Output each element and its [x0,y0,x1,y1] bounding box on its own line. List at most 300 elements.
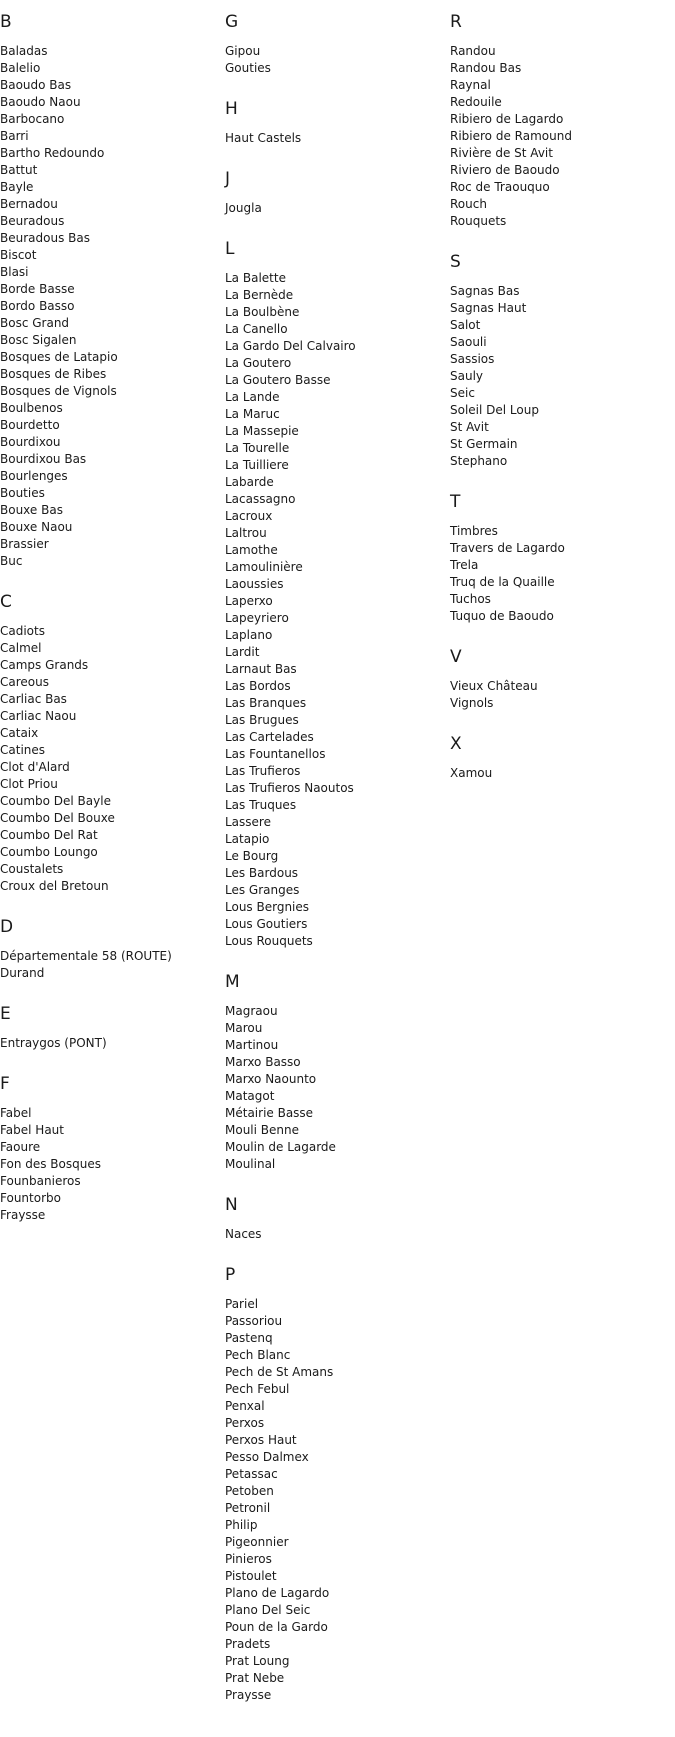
list-item [225,1415,450,1432]
place-link[interactable]: Coumbo Del Rat [0,828,98,842]
list-item [0,1139,225,1156]
place-link[interactable]: La Canello [225,322,288,336]
list-item [225,1517,450,1534]
place-link[interactable]: Sauly [450,369,484,383]
place-link[interactable]: Matagot [225,1089,275,1103]
place-link[interactable]: Lacassagno [225,492,296,506]
list-item [450,77,675,94]
list-item [225,933,450,950]
list-item [225,593,450,610]
place-link[interactable]: Carliac Naou [0,709,77,723]
place-link[interactable]: Roc de Traouquo [450,180,550,194]
list-item [225,1139,450,1156]
place-link[interactable]: Bayle [0,180,34,194]
place-list [0,623,225,895]
place-link[interactable]: La Gardo Del Calvairo [225,339,356,353]
place-link[interactable]: Trela [450,558,479,572]
place-list [225,200,450,217]
list-item [450,60,675,77]
place-link[interactable]: Coumbo Del Bayle [0,794,111,808]
place-link[interactable]: Rivière de St Avit [450,146,553,160]
place-link[interactable]: La Maruc [225,407,280,421]
list-item [0,861,225,878]
place-link[interactable]: Carliac Bas [0,692,67,706]
place-link[interactable]: Bosques de Ribes [0,367,107,381]
place-link[interactable]: Départementale 58 (ROUTE) [0,949,172,963]
index-column-1 [0,0,225,1224]
place-link[interactable]: Fraysse [0,1208,46,1222]
list-item [450,540,675,557]
place-link[interactable]: Fon des Bosques [0,1157,101,1171]
place-link[interactable]: Lardit [225,645,260,659]
place-link[interactable]: Tuchos [450,592,491,606]
place-link[interactable]: Laperxo [225,594,273,608]
list-item [225,321,450,338]
list-item [225,763,450,780]
place-link[interactable]: Gouties [225,61,271,75]
place-link[interactable]: Moulin de Lagarde [225,1140,336,1154]
list-item [225,1122,450,1139]
place-link[interactable]: Lous Goutiers [225,917,308,931]
place-link[interactable]: Bosc Sigalen [0,333,77,347]
letter-heading: H [225,99,238,119]
list-item [0,810,225,827]
list-item [0,553,225,570]
place-link[interactable]: Bouties [0,486,45,500]
place-link[interactable]: Travers de Lagardo [450,541,565,555]
list-item [0,145,225,162]
place-link[interactable]: Vieux Château [450,679,538,693]
place-link[interactable]: Borde Basse [0,282,75,296]
list-item [450,436,675,453]
place-list [0,948,225,982]
place-link[interactable]: Prat Loung [225,1654,290,1668]
list-item [225,780,450,797]
place-link[interactable]: Soleil Del Loup [450,403,539,417]
list-item [0,264,225,281]
letter-heading: N [225,1195,238,1215]
place-link[interactable]: La Lande [225,390,280,404]
place-link[interactable]: Baoudo Bas [0,78,72,92]
place-link[interactable]: Mouli Benne [225,1123,299,1137]
place-link[interactable]: Petronil [225,1501,271,1515]
list-item [450,43,675,60]
place-link[interactable]: Les Bardous [225,866,299,880]
place-link[interactable]: Sagnas Haut [450,301,527,315]
letter-heading: C [0,592,12,612]
place-link[interactable]: Pistoulet [225,1569,277,1583]
list-item [450,196,675,213]
place-link[interactable]: Truq de la Quaille [450,575,555,589]
place-link[interactable]: Marou [225,1021,263,1035]
list-item [450,453,675,470]
index-column-2 [225,0,450,1704]
list-item [225,200,450,217]
place-link[interactable]: Las Trufieros [225,764,301,778]
place-link[interactable]: Founbanieros [0,1174,81,1188]
letter-group [450,470,675,625]
place-link[interactable]: Philip [225,1518,258,1532]
place-link[interactable]: Las Fountanellos [225,747,326,761]
place-link[interactable]: La Goutero [225,356,292,370]
place-link[interactable]: Pradets [225,1637,271,1651]
place-link[interactable]: Petoben [225,1484,274,1498]
place-link[interactable]: Passoriou [225,1314,283,1328]
place-link[interactable]: Las Branques [225,696,307,710]
list-item [0,281,225,298]
list-item [0,640,225,657]
list-item [225,43,450,60]
list-item [225,814,450,831]
letter-group [0,982,225,1052]
place-link[interactable]: La Goutero Basse [225,373,331,387]
place-link[interactable]: Xamou [450,766,493,780]
list-item [225,610,450,627]
place-link[interactable]: Catines [0,743,46,757]
place-link[interactable]: La Bernède [225,288,294,302]
list-item [450,94,675,111]
list-item [0,725,225,742]
list-item [450,765,675,782]
place-link[interactable]: Ribiero de Lagardo [450,112,564,126]
place-link[interactable]: Salot [450,318,481,332]
place-link[interactable]: Faoure [0,1140,41,1154]
list-item [225,1226,450,1243]
place-link[interactable]: Plano Del Seic [225,1603,311,1617]
place-link[interactable]: Battut [0,163,38,177]
list-item [225,525,450,542]
list-item [225,1653,450,1670]
place-link[interactable]: Lous Rouquets [225,934,313,948]
place-link[interactable]: Penxal [225,1399,265,1413]
place-link[interactable]: Tuquo de Baoudo [450,609,554,623]
list-item [0,298,225,315]
place-link[interactable]: La Balette [225,271,286,285]
list-item [450,591,675,608]
list-item [225,1398,450,1415]
list-item [450,557,675,574]
list-item [450,351,675,368]
place-link[interactable]: Naces [225,1227,262,1241]
place-link[interactable]: Bourlenges [0,469,68,483]
place-link[interactable]: Fountorbo [0,1191,61,1205]
place-link[interactable]: Baladas [0,44,48,58]
place-link[interactable]: Fabel Haut [0,1123,64,1137]
list-item [225,508,450,525]
list-item [450,695,675,712]
place-link[interactable]: Las Cartelades [225,730,314,744]
place-link[interactable]: Las Trufieros Naoutos [225,781,354,795]
letter-heading: T [450,492,461,512]
list-item [0,827,225,844]
place-link[interactable]: Stephano [450,454,508,468]
list-item [225,372,450,389]
place-link[interactable]: Calmel [0,641,42,655]
list-item [0,111,225,128]
place-link[interactable]: Las Truques [225,798,297,812]
place-link[interactable]: Las Brugues [225,713,299,727]
list-item [450,283,675,300]
place-link[interactable]: Bouxe Naou [0,520,73,534]
place-link[interactable]: Pesso Dalmex [225,1450,309,1464]
place-link[interactable]: St Avit [450,420,489,434]
list-item [0,536,225,553]
list-item [0,742,225,759]
list-item [0,60,225,77]
list-item [225,1602,450,1619]
place-link[interactable]: Durand [0,966,45,980]
place-link[interactable]: Boulbenos [0,401,63,415]
list-item [0,400,225,417]
place-link[interactable]: Buc [0,554,23,568]
place-link[interactable]: Saouli [450,335,487,349]
list-item [450,179,675,196]
letter-group [225,147,450,217]
place-link[interactable]: Rouquets [450,214,507,228]
place-link[interactable]: Gipou [225,44,261,58]
place-list [225,270,450,950]
letter-heading: R [450,12,462,32]
place-link[interactable]: Lapeyriero [225,611,289,625]
list-item [225,712,450,729]
list-item [225,1156,450,1173]
list-item [225,882,450,899]
place-link[interactable]: Lous Bergnies [225,900,310,914]
list-item [225,423,450,440]
place-link[interactable]: Bernadou [0,197,58,211]
list-item [225,1313,450,1330]
place-list [450,283,675,470]
list-item [225,644,450,661]
list-item [225,1568,450,1585]
list-item [225,1364,450,1381]
place-link[interactable]: Brassier [0,537,49,551]
letter-heading: J [225,169,231,189]
list-item [225,440,450,457]
place-link[interactable]: La Boulbène [225,305,300,319]
place-link[interactable]: Praysse [225,1688,272,1702]
list-item [225,746,450,763]
place-link[interactable]: Randou Bas [450,61,522,75]
place-link[interactable]: Riviero de Baoudo [450,163,560,177]
place-link[interactable]: La Tuilliere [225,458,289,472]
letter-group [225,1243,450,1704]
list-item [225,542,450,559]
place-link[interactable]: Cadiots [0,624,45,638]
list-item [225,1619,450,1636]
list-item [225,729,450,746]
place-link[interactable]: Lacroux [225,509,273,523]
place-link[interactable]: Laplano [225,628,273,642]
place-link[interactable]: Les Granges [225,883,300,897]
place-link[interactable]: Rouch [450,197,487,211]
place-link[interactable]: Coumbo Del Bouxe [0,811,115,825]
place-link[interactable]: Raynal [450,78,491,92]
list-item [450,385,675,402]
place-link[interactable]: Jougla [225,201,262,215]
place-link[interactable]: Beuradous Bas [0,231,90,245]
place-link[interactable]: Coustalets [0,862,64,876]
place-link[interactable]: Larnaut Bas [225,662,297,676]
place-list [225,1226,450,1243]
letter-heading: G [225,12,239,32]
place-link[interactable]: Marxo Naounto [225,1072,317,1086]
place-list [450,43,675,230]
list-item [225,1330,450,1347]
list-item [225,1037,450,1054]
letter-heading: S [450,252,461,272]
place-link[interactable]: Haut Castels [225,131,302,145]
place-link[interactable]: Camps Grands [0,658,89,672]
list-item [225,457,450,474]
list-item [450,213,675,230]
list-item [225,1432,450,1449]
list-item [450,368,675,385]
place-link[interactable]: Barbocano [0,112,65,126]
list-item [0,519,225,536]
place-link[interactable]: Métairie Basse [225,1106,314,1120]
place-link[interactable]: Clot Priou [0,777,58,791]
place-link[interactable]: Pech Febul [225,1382,290,1396]
place-link[interactable]: Clot d'Alard [0,760,70,774]
list-item [225,1296,450,1313]
list-item [0,434,225,451]
list-item [0,657,225,674]
list-item [0,451,225,468]
place-link[interactable]: Cataix [0,726,39,740]
place-list [450,678,675,712]
list-item [0,674,225,691]
place-link[interactable]: Le Bourg [225,849,279,863]
place-link[interactable]: Las Bordos [225,679,291,693]
place-link[interactable]: La Massepie [225,424,299,438]
list-item [0,162,225,179]
list-item [225,491,450,508]
place-link[interactable]: Sagnas Bas [450,284,520,298]
place-link[interactable]: Bosc Grand [0,316,70,330]
place-link[interactable]: Bordo Basso [0,299,75,313]
list-item [0,77,225,94]
place-link[interactable]: Moulinal [225,1157,276,1171]
place-link[interactable]: Entraygos (PONT) [0,1036,107,1050]
place-link[interactable]: Redouile [450,95,502,109]
place-link[interactable]: Beuradous [0,214,65,228]
place-link[interactable]: Marxo Basso [225,1055,301,1069]
place-link[interactable]: Biscot [0,248,37,262]
list-item [225,474,450,491]
list-item [0,1207,225,1224]
letter-heading: M [225,972,240,992]
list-item [450,317,675,334]
list-item [0,623,225,640]
place-link[interactable]: Croux del Bretoun [0,879,109,893]
place-link[interactable]: Pech de St Amans [225,1365,334,1379]
place-link[interactable]: Fabel [0,1106,32,1120]
list-item [225,338,450,355]
place-link[interactable]: Laltrou [225,526,267,540]
place-link[interactable]: Timbres [450,524,498,538]
place-link[interactable]: Bosques de Vignols [0,384,117,398]
index-column-3 [450,0,675,782]
place-link[interactable]: Petassac [225,1467,278,1481]
place-link[interactable]: Prat Nebe [225,1671,285,1685]
place-link[interactable]: Blasi [0,265,29,279]
place-link[interactable]: Ribiero de Ramound [450,129,572,143]
place-link[interactable]: Vignols [450,696,494,710]
place-link[interactable]: La Tourelle [225,441,290,455]
list-item [225,304,450,321]
place-link[interactable]: Lamoulinière [225,560,303,574]
letter-heading: F [0,1074,10,1094]
list-item [0,366,225,383]
place-link[interactable]: Careous [0,675,49,689]
list-item [0,332,225,349]
place-link[interactable]: Barri [0,129,29,143]
place-link[interactable]: Laoussies [225,577,284,591]
list-item [0,417,225,434]
list-item [225,1585,450,1602]
place-link[interactable]: Pastenq [225,1331,273,1345]
place-link[interactable]: Bourdetto [0,418,60,432]
list-item [0,1190,225,1207]
place-link[interactable]: Poun de la Gardo [225,1620,328,1634]
place-link[interactable]: Baoudo Naou [0,95,81,109]
list-item [225,559,450,576]
list-item [450,300,675,317]
place-link[interactable]: Labarde [225,475,274,489]
list-item [0,1035,225,1052]
place-link[interactable]: Bartho Redoundo [0,146,105,160]
list-item [225,1105,450,1122]
place-link[interactable]: Balelio [0,61,41,75]
place-link[interactable]: Pech Blanc [225,1348,291,1362]
place-link[interactable]: Bourdixou Bas [0,452,87,466]
letter-heading: X [450,734,462,754]
place-link[interactable]: Perxos [225,1416,265,1430]
list-item [450,678,675,695]
list-item [0,878,225,895]
place-link[interactable]: Pinieros [225,1552,272,1566]
list-item [225,287,450,304]
list-item [0,247,225,264]
place-link[interactable]: Magraou [225,1004,278,1018]
letter-group [0,0,225,570]
place-link[interactable]: Lamothe [225,543,278,557]
place-link[interactable]: St Germain [450,437,518,451]
place-link[interactable]: Bosques de Latapio [0,350,118,364]
place-link[interactable]: Lassere [225,815,271,829]
place-link[interactable]: Perxos Haut [225,1433,297,1447]
place-list [225,1296,450,1704]
place-link[interactable]: Bouxe Bas [0,503,63,517]
list-item [0,230,225,247]
place-link[interactable]: Bourdixou [0,435,61,449]
list-item [0,948,225,965]
place-list [225,1003,450,1173]
place-link[interactable]: Latapio [225,832,270,846]
place-link[interactable]: Plano de Lagardo [225,1586,330,1600]
place-link[interactable]: Sassios [450,352,495,366]
place-link[interactable]: Seic [450,386,475,400]
place-link[interactable]: Randou [450,44,496,58]
place-list [225,43,450,77]
place-link[interactable]: Coumbo Loungo [0,845,98,859]
place-link[interactable]: Pigeonnier [225,1535,289,1549]
place-link[interactable]: Martinou [225,1038,279,1052]
place-link[interactable]: Pariel [225,1297,259,1311]
list-item [450,334,675,351]
list-item [225,1670,450,1687]
